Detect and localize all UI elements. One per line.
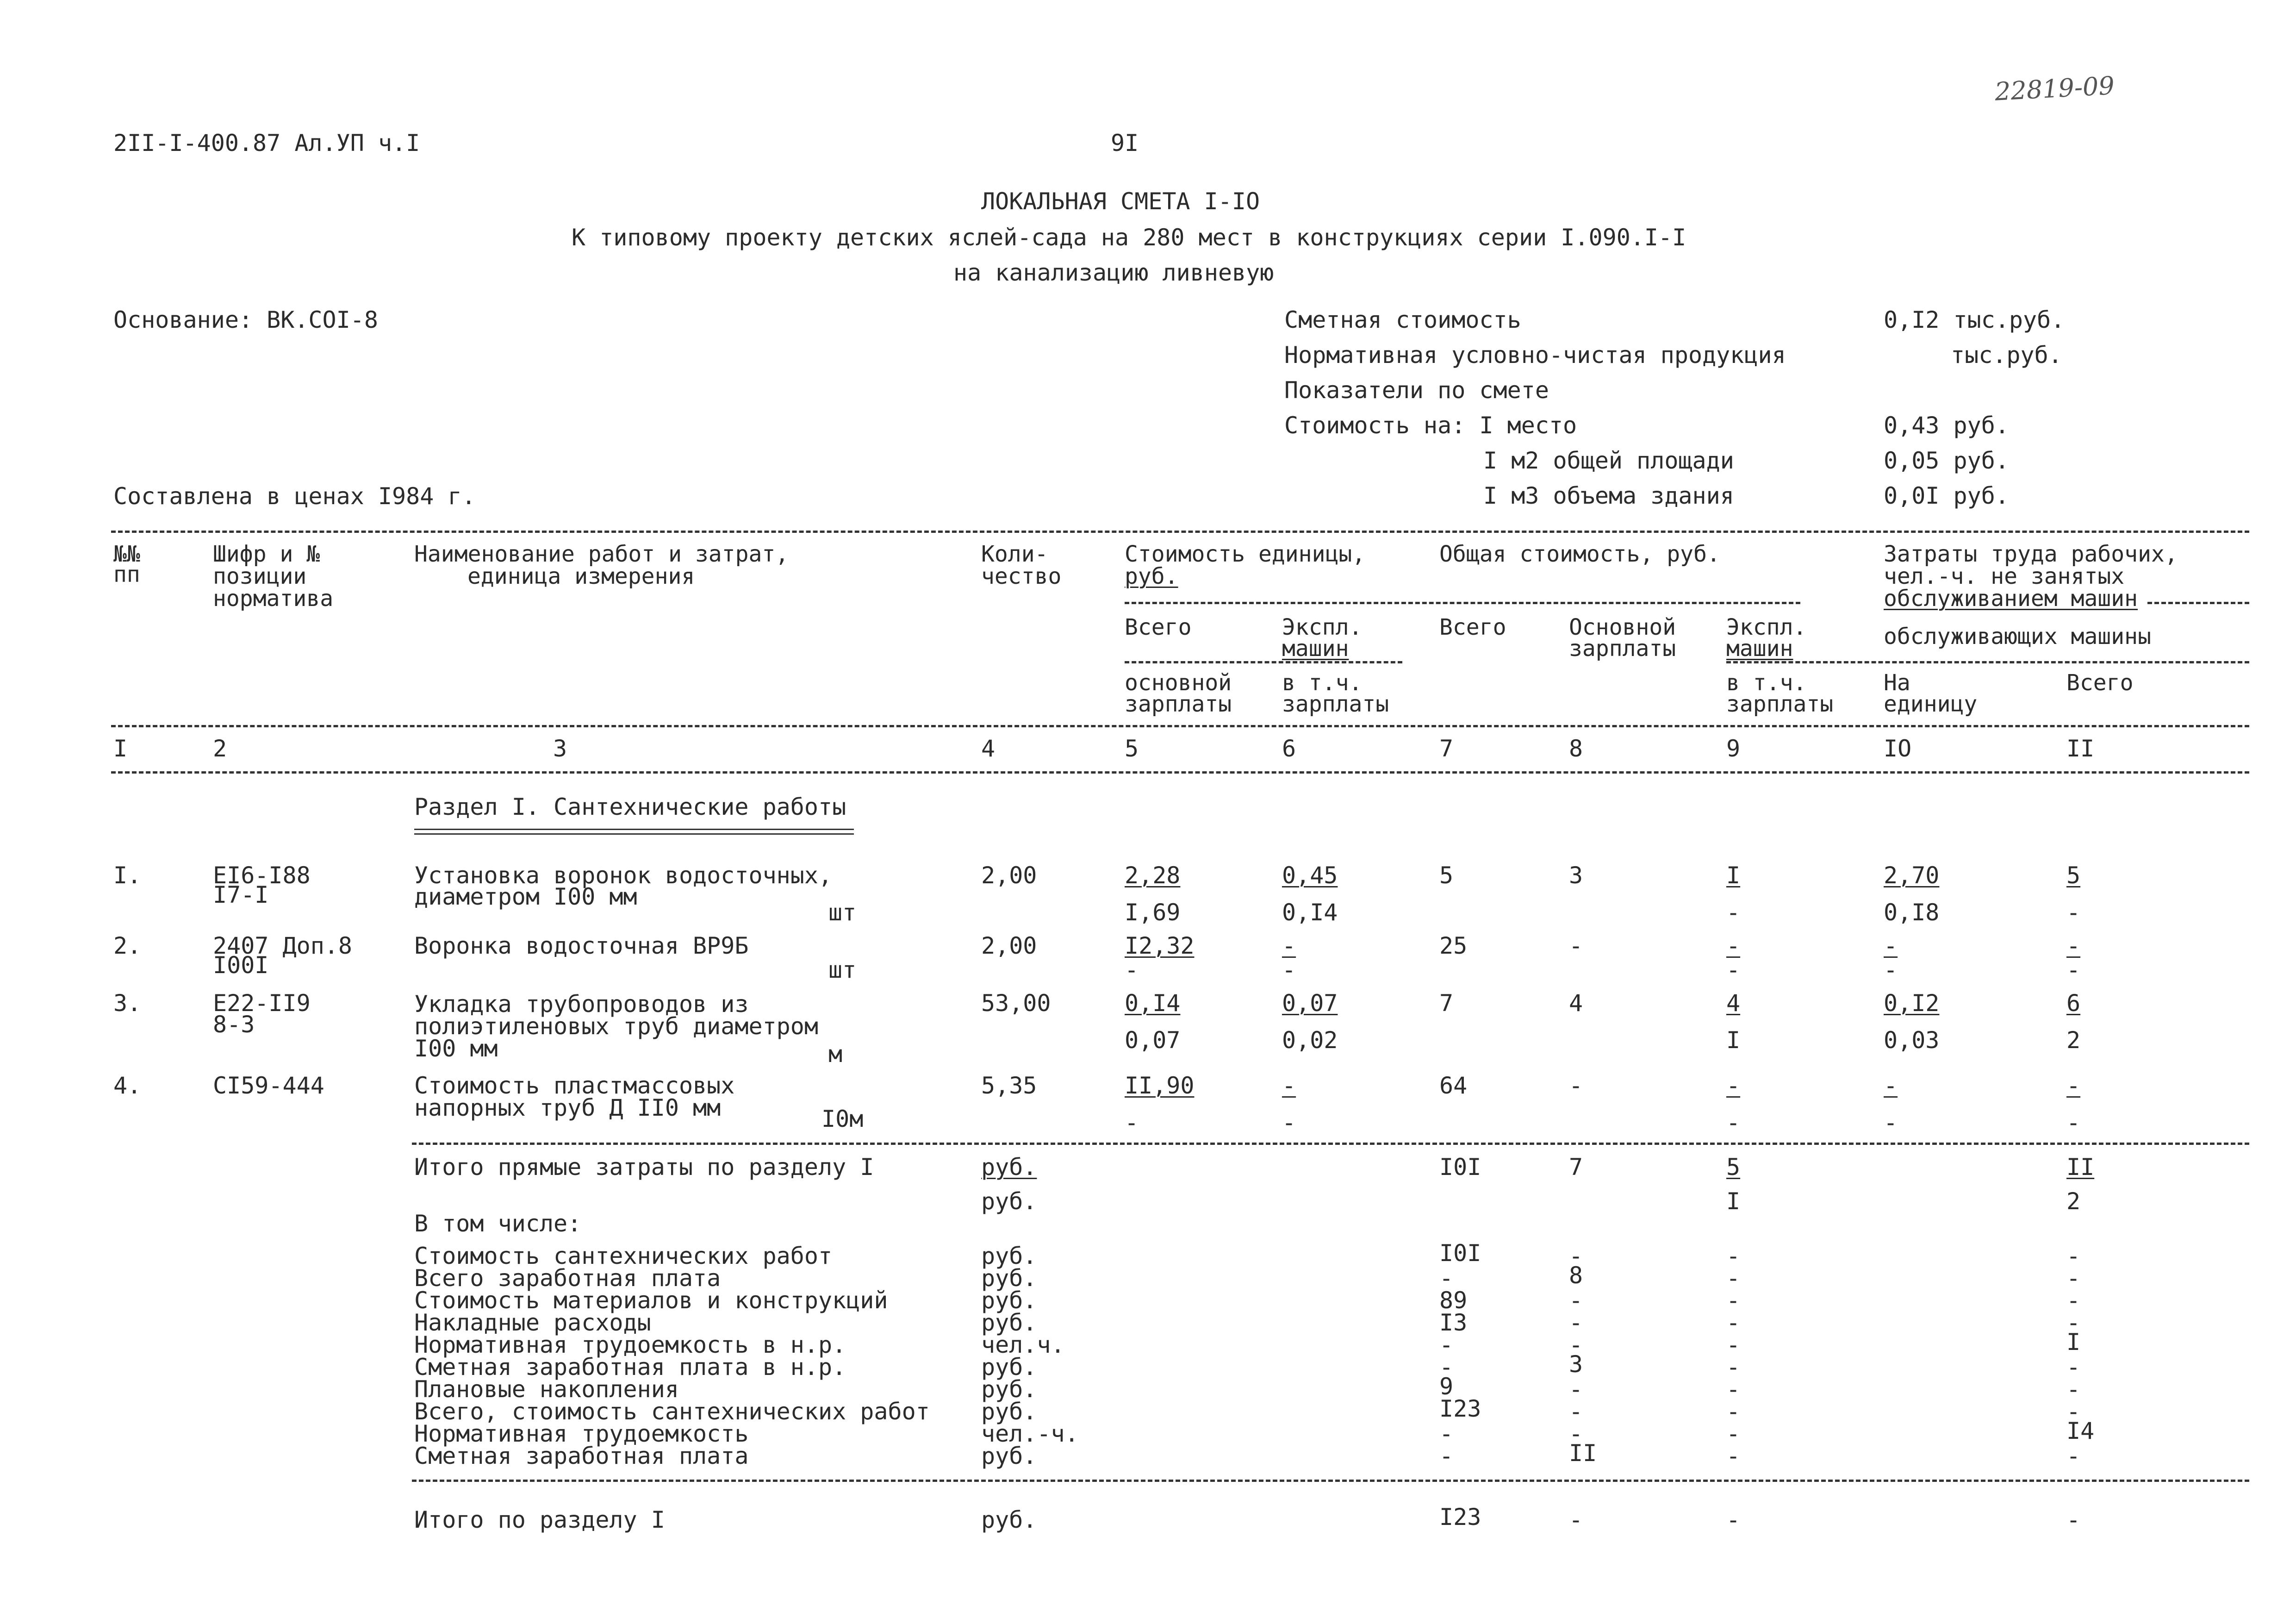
row-code: 8-3 <box>213 1011 255 1038</box>
row-unit-mach: - <box>1282 932 1296 959</box>
row-total: 7 <box>1439 990 1454 1017</box>
total-direct-unit: руб. <box>981 1154 1037 1181</box>
section-total-base: - <box>1569 1506 1583 1533</box>
row-qty: 5,35 <box>981 1072 1037 1099</box>
per-m3-value: 0,0I руб. <box>1884 482 2009 509</box>
section-total-label: Итого по разделу I <box>414 1506 665 1533</box>
h-name-2: единица измерения <box>467 563 695 589</box>
row-number: 4. <box>113 1072 142 1099</box>
section-total-mach: - <box>1726 1506 1741 1533</box>
row-unit-cost: 2,28 <box>1125 862 1181 889</box>
h-nn-2: пп <box>113 562 140 587</box>
row-code: СI59-444 <box>213 1072 324 1099</box>
col-num-2: 2 <box>213 735 227 762</box>
row-name: диаметром I00 мм <box>414 883 637 910</box>
col-num-9: 9 <box>1726 735 1741 762</box>
h-tot-base-2: зарплаты <box>1569 636 1676 662</box>
h-unit-mach-1: Экспл. <box>1282 614 1363 640</box>
breakdown-unit: руб. <box>981 1309 1037 1336</box>
header-mid-rule-1 <box>1125 602 1800 604</box>
row-total-base: - <box>1569 1072 1583 1099</box>
row-labor-all-serv: - <box>2066 899 2081 926</box>
breakdown-labor: I <box>2066 1329 2081 1355</box>
h-unit-base-wage-2: зарплаты <box>1125 691 1232 717</box>
row-qty: 53,00 <box>981 990 1051 1017</box>
breakdown-unit: руб. <box>981 1354 1037 1380</box>
breakdown-mach: - <box>1726 1398 1741 1425</box>
breakdown-unit: руб. <box>981 1376 1037 1403</box>
row-name: полиэтиленовых труб диаметром <box>414 1013 818 1040</box>
breakdown-labor: - <box>2066 1287 2081 1314</box>
breakdown-label: Сметная заработная плата в н.р. <box>414 1354 846 1380</box>
breakdown-mach: - <box>1726 1309 1741 1336</box>
section-total-unit: руб. <box>981 1506 1037 1533</box>
breakdown-total: I23 <box>1439 1395 1481 1422</box>
h-tot-mach-1: Экспл. <box>1726 614 1807 640</box>
including-label: В том числе: <box>414 1210 582 1237</box>
row-unit-mach: 0,07 <box>1282 990 1338 1017</box>
breakdown-base: - <box>1569 1376 1583 1403</box>
breakdown-base: 3 <box>1569 1351 1583 1378</box>
handwritten-stamp: 22819-09 <box>1994 71 2116 106</box>
row-total-base: 3 <box>1569 862 1583 889</box>
row-total-mach-wage: - <box>1726 956 1741 983</box>
row-labor-unit-serv: - <box>1884 956 1898 983</box>
breakdown-mach: - <box>1726 1331 1741 1358</box>
row-name: Стоимость пластмассовых <box>414 1072 735 1099</box>
cost-value: 0,I2 тыс.руб. <box>1884 306 2065 333</box>
row-unit-mach: - <box>1282 1072 1296 1099</box>
col-num-3: 3 <box>553 735 567 762</box>
row-code: I00I <box>213 952 269 979</box>
col-num-7: 7 <box>1439 735 1454 762</box>
row-unit-cost: II,90 <box>1125 1072 1195 1099</box>
rows-bottom-rule <box>412 1143 2249 1145</box>
row-code: I7-I <box>213 881 269 908</box>
breakdown-mach: - <box>1726 1376 1741 1403</box>
per-place-value: 0,43 руб. <box>1884 412 2009 439</box>
h-labor-unit-2: единицу <box>1884 691 1978 717</box>
row-total: 64 <box>1439 1072 1468 1099</box>
per-m3-label: I м3 объема здания <box>1483 482 1734 509</box>
col-num-10: IO <box>1884 735 1912 762</box>
row-code: 2407 Доп.8 <box>213 932 353 959</box>
breakdown-mach: - <box>1726 1265 1741 1292</box>
subtitle-1: К типовому проекту детских яслей-сада на 280 мест в конструкциях серии I.090.I-I <box>572 224 1686 251</box>
row-name: Установка воронок водосточных, <box>414 862 833 889</box>
row-number: 3. <box>113 990 142 1017</box>
total-direct-mach-wage: I <box>1726 1188 1741 1215</box>
doc-code: 2II-I-400.87 Ал.УП ч.I <box>113 130 420 156</box>
breakdown-base: - <box>1569 1243 1583 1269</box>
row-total-mach: I <box>1726 862 1741 889</box>
row-labor-all: - <box>2066 932 2081 959</box>
row-labor-all-serv: - <box>2066 956 2081 983</box>
breakdown-total: I0I <box>1439 1240 1481 1267</box>
per-m2-label: I м2 общей площади <box>1483 447 1734 474</box>
col-num-5: 5 <box>1125 735 1139 762</box>
h-qty-2: чество <box>981 563 1062 589</box>
header-mid-rule-2a <box>1125 661 1402 663</box>
row-name: I00 мм <box>414 1035 498 1062</box>
col-num-6: 6 <box>1282 735 1296 762</box>
breakdown-unit: руб. <box>981 1287 1037 1314</box>
row-labor-unit: - <box>1884 1072 1898 1099</box>
total-direct-label: Итого прямые затраты по разделу I <box>414 1154 874 1181</box>
h-unit-cost-1: Стоимость единицы, <box>1125 541 1366 567</box>
breakdown-total: I3 <box>1439 1309 1468 1336</box>
header-mid-rule-2b <box>1726 661 2249 663</box>
breakdown-labor: - <box>2066 1443 2081 1469</box>
breakdown-total: 89 <box>1439 1287 1468 1314</box>
row-total-mach-wage: I <box>1726 1027 1741 1054</box>
h-unit-all: Всего <box>1125 614 1192 640</box>
h-code-1: Шифр и № <box>213 541 320 567</box>
breakdown-total: - <box>1439 1354 1454 1380</box>
breakdown-total: - <box>1439 1420 1454 1447</box>
col-num-8: 8 <box>1569 735 1583 762</box>
per-m2-value: 0,05 руб. <box>1884 447 2009 474</box>
breakdown-unit: руб. <box>981 1265 1037 1292</box>
breakdown-labor: - <box>2066 1376 2081 1403</box>
row-unit: I0м <box>821 1106 864 1132</box>
row-qty: 2,00 <box>981 862 1037 889</box>
breakdown-bottom-rule <box>412 1480 2249 1482</box>
row-qty: 2,00 <box>981 932 1037 959</box>
col-num-4: 4 <box>981 735 996 762</box>
breakdown-label: Всего, стоимость сантехнических работ <box>414 1398 930 1425</box>
h-labor-2: чел.-ч. не занятых <box>1884 563 2125 589</box>
breakdown-unit: руб. <box>981 1243 1037 1269</box>
breakdown-label: Всего заработная плата <box>414 1265 721 1292</box>
col-num-1: I <box>113 735 128 762</box>
row-unit-mach-wage: 0,I4 <box>1282 899 1338 926</box>
breakdown-labor: I4 <box>2066 1418 2095 1444</box>
breakdown-total: - <box>1439 1265 1454 1292</box>
breakdown-unit: чел.-ч. <box>981 1420 1079 1447</box>
colnum-bottom-rule <box>111 771 2249 774</box>
breakdown-base: II <box>1569 1440 1597 1467</box>
h-name-1: Наименование работ и затрат, <box>414 541 789 567</box>
row-labor-all-serv: 2 <box>2066 1027 2081 1054</box>
breakdown-labor: - <box>2066 1398 2081 1425</box>
breakdown-label: Нормативная трудоемкость в н.р. <box>414 1331 846 1358</box>
breakdown-total: 9 <box>1439 1373 1454 1400</box>
row-labor-all: 6 <box>2066 990 2081 1017</box>
breakdown-labor: - <box>2066 1243 2081 1269</box>
h-tot-mach-2: машин <box>1726 636 1793 662</box>
row-total-mach-wage: - <box>1726 1109 1741 1136</box>
row-unit: шт <box>828 956 857 983</box>
breakdown-total: - <box>1439 1331 1454 1358</box>
row-total-mach: - <box>1726 932 1741 959</box>
breakdown-total: - <box>1439 1443 1454 1469</box>
h-tot-all: Всего <box>1439 614 1506 640</box>
header-bottom-rule <box>111 725 2249 727</box>
row-name: напорных труб Д II0 мм <box>414 1094 721 1121</box>
h-labor-1: Затраты труда рабочих, <box>1884 541 2178 567</box>
breakdown-mach: - <box>1726 1443 1741 1469</box>
h-labor-serv: обслуживающих машины <box>1884 624 2151 650</box>
row-total-mach: - <box>1726 1072 1741 1099</box>
h-unit-base-wage-1: основной <box>1125 670 1232 696</box>
row-unit-base-wage: 0,07 <box>1125 1027 1181 1054</box>
row-labor-all: 5 <box>2066 862 2081 889</box>
breakdown-mach: - <box>1726 1354 1741 1380</box>
col-num-11: II <box>2066 735 2095 762</box>
row-unit-mach: 0,45 <box>1282 862 1338 889</box>
h-qty-1: Коли- <box>981 541 1048 567</box>
row-total: 5 <box>1439 862 1454 889</box>
h-nn-1: №№ <box>113 541 140 567</box>
breakdown-labor: - <box>2066 1309 2081 1336</box>
h-unit-cost-2: руб. <box>1125 563 1178 589</box>
header-mid-rule-1b <box>2147 602 2249 604</box>
row-labor-unit: - <box>1884 932 1898 959</box>
net-value: тыс.руб. <box>1951 342 2062 369</box>
row-total-base: 4 <box>1569 990 1583 1017</box>
breakdown-label: Накладные расходы <box>414 1309 651 1336</box>
row-number: 2. <box>113 932 142 959</box>
total-direct-labor: II <box>2066 1154 2095 1181</box>
row-labor-unit: 2,70 <box>1884 862 1940 889</box>
row-unit-base-wage: - <box>1125 956 1139 983</box>
row-labor-unit-serv: - <box>1884 1109 1898 1136</box>
breakdown-base: - <box>1569 1420 1583 1447</box>
breakdown-label: Сметная заработная плата <box>414 1443 749 1469</box>
h-tot-mach-wage-1: в т.ч. <box>1726 670 1807 696</box>
row-code: Е22-II9 <box>213 990 311 1017</box>
h-unit-mach-wage-2: зарплаты <box>1282 691 1389 717</box>
section-title: Раздел I. Сантехнические работы <box>414 793 846 820</box>
row-labor-all: - <box>2066 1072 2081 1099</box>
row-unit: шт <box>828 899 857 926</box>
row-total: 25 <box>1439 932 1468 959</box>
h-code-3: норматива <box>213 586 334 612</box>
row-unit-cost: I2,32 <box>1125 932 1195 959</box>
basis: Основание: ВК.СОI-8 <box>113 306 378 333</box>
breakdown-mach: - <box>1726 1287 1741 1314</box>
h-unit-mach-wage-1: в т.ч. <box>1282 670 1363 696</box>
header-top-rule <box>111 531 2249 533</box>
row-labor-unit: 0,I2 <box>1884 990 1940 1017</box>
row-total-base: - <box>1569 932 1583 959</box>
row-unit-base-wage: I,69 <box>1125 899 1181 926</box>
total-direct-base: 7 <box>1569 1154 1583 1181</box>
row-labor-unit-serv: 0,03 <box>1884 1027 1940 1054</box>
h-labor-unit-1: На <box>1884 670 1910 696</box>
total-direct-mach: 5 <box>1726 1154 1741 1181</box>
prices-year: Составлена в ценах I984 г. <box>113 483 476 510</box>
row-unit-base-wage: - <box>1125 1109 1139 1136</box>
h-tot-base-1: Основной <box>1569 614 1676 640</box>
breakdown-unit: чел.ч. <box>981 1331 1065 1358</box>
breakdown-label: Стоимость сантехнических работ <box>414 1243 833 1269</box>
breakdown-unit: руб. <box>981 1398 1037 1425</box>
breakdown-mach: - <box>1726 1420 1741 1447</box>
row-labor-all-serv: - <box>2066 1109 2081 1136</box>
row-total-mach-wage: - <box>1726 899 1741 926</box>
row-unit-cost: 0,I4 <box>1125 990 1181 1017</box>
breakdown-base: 8 <box>1569 1262 1583 1289</box>
breakdown-label: Стоимость материалов и конструкций <box>414 1287 888 1314</box>
page-number: 9I <box>1111 130 1139 156</box>
section-total-labor: - <box>2066 1506 2081 1533</box>
h-labor-all: Всего <box>2066 670 2134 696</box>
row-number: I. <box>113 862 142 889</box>
per-place-label: Стоимость на: I место <box>1284 412 1577 439</box>
breakdown-label: Нормативная трудоемкость <box>414 1420 749 1447</box>
h-unit-mach-2: машин <box>1282 636 1349 662</box>
row-labor-unit-serv: 0,I8 <box>1884 899 1940 926</box>
subtitle-2: на канализацию ливневую <box>953 259 1274 286</box>
cost-label: Сметная стоимость <box>1284 306 1521 333</box>
section-title-underline <box>414 829 854 835</box>
total-direct-labor-serv: 2 <box>2066 1188 2081 1215</box>
row-unit-mach-wage: - <box>1282 956 1296 983</box>
breakdown-base: - <box>1569 1309 1583 1336</box>
section-total-value: I23 <box>1439 1504 1481 1530</box>
breakdown-base: - <box>1569 1398 1583 1425</box>
h-tot-mach-wage-2: зарплаты <box>1726 691 1834 717</box>
h-total-cost: Общая стоимость, руб. <box>1439 541 1720 567</box>
total-direct-total: I0I <box>1439 1154 1481 1181</box>
breakdown-label: Плановые накопления <box>414 1376 679 1403</box>
breakdown-labor: - <box>2066 1354 2081 1380</box>
row-unit-mach-wage: 0,02 <box>1282 1027 1338 1054</box>
net-label: Нормативная условно-чистая продукция <box>1284 342 1786 369</box>
h-code-2: позиции <box>213 563 307 589</box>
row-total-mach: 4 <box>1726 990 1741 1017</box>
breakdown-mach: - <box>1726 1243 1741 1269</box>
breakdown-base: - <box>1569 1287 1583 1314</box>
row-code: ЕI6-I88 <box>213 862 311 889</box>
row-unit-mach-wage: - <box>1282 1109 1296 1136</box>
row-unit: м <box>828 1041 843 1068</box>
row-name: Укладка трубопроводов из <box>414 991 749 1018</box>
page-title: ЛОКАЛЬНАЯ СМЕТА I-IO <box>981 188 1260 215</box>
indicators-label: Показатели по смете <box>1284 377 1549 404</box>
breakdown-labor: - <box>2066 1265 2081 1292</box>
breakdown-unit: руб. <box>981 1443 1037 1469</box>
h-labor-3: обслуживанием машин <box>1884 586 2138 612</box>
row-name: Воронка водосточная ВР9Б <box>414 932 749 959</box>
total-direct-unit-2: руб. <box>981 1188 1037 1215</box>
breakdown-base: - <box>1569 1331 1583 1358</box>
